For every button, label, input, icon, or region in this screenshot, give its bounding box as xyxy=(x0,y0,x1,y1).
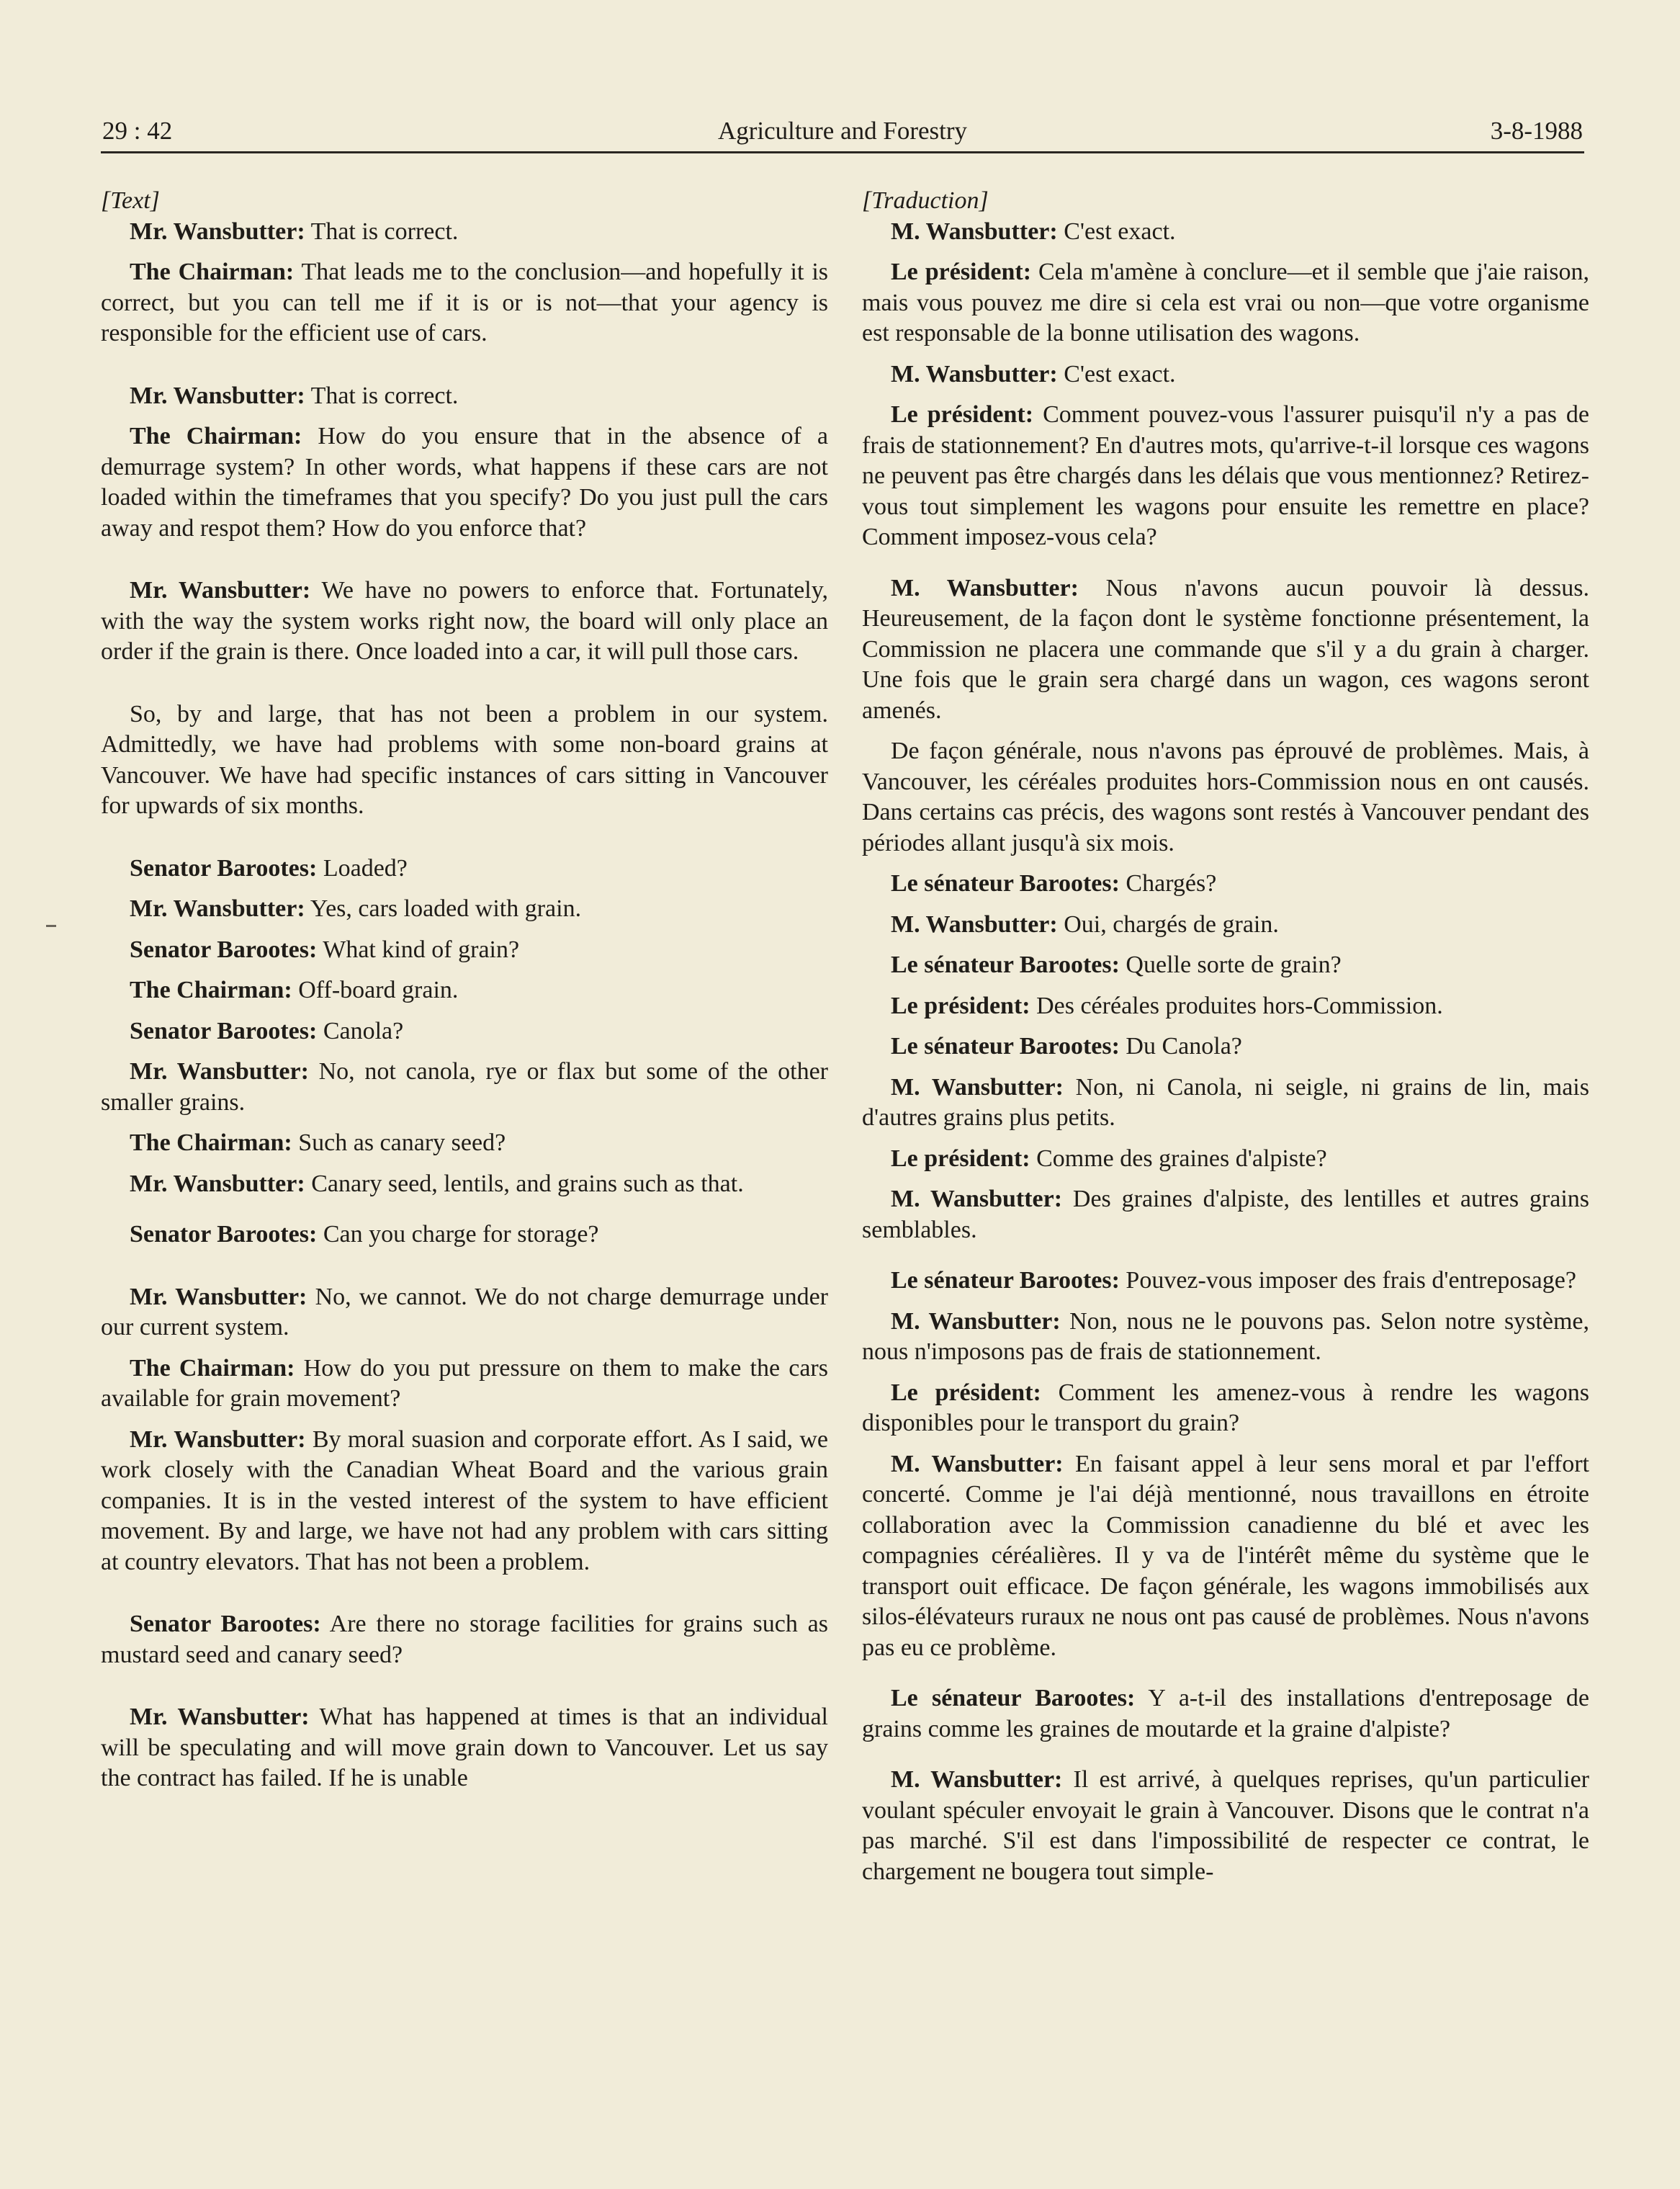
transcript-paragraph xyxy=(862,1073,1589,1134)
speaker-name: Senator Barootes: xyxy=(130,1611,321,1637)
speech-text: Pouvez-vous imposer des frais d'entreposage? xyxy=(1119,1267,1576,1294)
speaker-name: The Chairman: xyxy=(130,1129,292,1156)
running-header xyxy=(101,109,1584,153)
speaker-name: Le président: xyxy=(891,259,1032,285)
transcript-paragraph xyxy=(862,257,1589,349)
transcript-paragraph xyxy=(101,381,828,412)
speech-text: Oui, chargés de grain. xyxy=(1057,910,1279,938)
margin-mark xyxy=(46,925,56,927)
transcript-paragraph xyxy=(862,869,1589,900)
speaker-name: M. Wansbutter: xyxy=(891,574,1079,601)
transcript-paragraph xyxy=(101,1425,828,1578)
speech-text: Chargés? xyxy=(1119,870,1217,897)
speaker-name: Le président: xyxy=(891,401,1034,428)
speaker-name: M. Wansbutter: xyxy=(891,1450,1064,1477)
speaker-name: Mr. Wansbutter: xyxy=(130,1704,310,1730)
page-number: 29 : 42 xyxy=(102,117,173,145)
publication-title: Agriculture and Forestry xyxy=(717,117,968,145)
speech-text: How do you put pressure on them to make the cars available for grain movement? xyxy=(101,1354,828,1412)
transcript-paragraph xyxy=(862,950,1589,981)
speech-text: Non, nous ne le pouvons pas. Selon notre système, nous n'imposons pas de frais de stationnement. xyxy=(862,1307,1589,1365)
speaker-name: Mr. Wansbutter: xyxy=(130,577,311,604)
speaker-name: Le président: xyxy=(891,1379,1041,1406)
speaker-name: M. Wansbutter: xyxy=(891,218,1058,245)
speech-text: Quelle sorte de grain? xyxy=(1119,952,1342,978)
speech-text: Canary seed, lentils, and grains such as that. xyxy=(305,1170,744,1197)
speaker-name: M. Wansbutter: xyxy=(891,1186,1063,1212)
transcript-paragraph xyxy=(862,217,1589,248)
speech-text: Canola? xyxy=(317,1017,404,1044)
transcript-paragraph xyxy=(101,854,828,885)
speaker-name: Le sénateur Barootes: xyxy=(891,952,1120,978)
speaker-name: Le sénateur Barootes: xyxy=(891,1267,1120,1294)
speaker-name: Senator Barootes: xyxy=(130,936,318,963)
speech-text: C'est exact. xyxy=(1057,360,1176,388)
transcript-paragraph xyxy=(101,1016,828,1047)
speaker-name: Le sénateur Barootes: xyxy=(891,870,1120,897)
speech-text: Yes, cars loaded with grain. xyxy=(305,895,582,922)
speech-text: Off-board grain. xyxy=(292,977,459,1003)
speech-text: Du Canola? xyxy=(1119,1033,1242,1060)
speech-text: No, we cannot. We do not charge demurrage under our current system. xyxy=(101,1283,828,1340)
transcript-paragraph xyxy=(862,1031,1589,1062)
speaker-name: M. Wansbutter: xyxy=(891,910,1058,938)
english-column xyxy=(101,186,828,1794)
speaker-name: Mr. Wansbutter: xyxy=(130,382,305,409)
transcript-paragraph xyxy=(101,935,828,966)
speaker-name: Mr. Wansbutter: xyxy=(130,1425,306,1453)
speaker-name: M. Wansbutter: xyxy=(891,1766,1063,1793)
speech-text: Comment pouvez-vous l'assurer puisqu'il n'y a pas de frais de stationnement? En d'autres mots, qu'arrive-t-il lorsque ces wagons ne peuvent pas être chargés dans les délais que vous mentionnez? Retirez-vous tout simplement les wagons pour ensuite les remettre en place? Comment imposez-vous cela? xyxy=(862,401,1589,550)
speaker-name: Mr. Wansbutter: xyxy=(130,1283,307,1310)
speaker-name: Mr. Wansbutter: xyxy=(130,1058,309,1085)
transcript-paragraph xyxy=(101,1057,828,1118)
speech-text: By moral suasion and corporate effort. As I said, we work closely with the Canadian Wheat Board and the various grain companies. It is in the vested interest of the system to have efficient movement. By and large, we have not had any problem with cars sitting at country elevators. That has not been a problem. xyxy=(101,1425,828,1575)
transcript-paragraph xyxy=(862,1307,1589,1368)
speaker-name: The Chairman: xyxy=(130,423,302,449)
transcript-paragraph xyxy=(862,910,1589,941)
speech-text: Il est arrivé, à quelques reprises, qu'un particulier voulant spéculer envoyait le grain à Vancouver. Disons que le contrat n'a pas marché. S'il est dans l'impossibilité de respecter ce contrat, le chargement ne bougera tout simple- xyxy=(862,1766,1589,1885)
speech-text: That is correct. xyxy=(305,218,459,245)
transcript-paragraph xyxy=(101,699,828,822)
speech-text: De façon générale, nous n'avons pas éprouvé de problèmes. Mais, à Vancouver, les céréales produites hors-Commission nous en ont causés. Dans certains cas précis, des wagons sont restés à Vancouver pendant des périodes allant jusqu'à six mois. xyxy=(862,738,1589,856)
header-date: 3-8-1988 xyxy=(1490,117,1583,145)
speaker-name: Mr. Wansbutter: xyxy=(130,1170,305,1197)
speech-text: How do you ensure that in the absence of a demurrage system? In other words, what happens if these cars are not loaded within the timeframes that you specify? Do you just pull the cars away and respot them? How do you enforce that? xyxy=(101,423,828,542)
speaker-name: The Chairman: xyxy=(130,977,292,1003)
transcript-paragraph xyxy=(862,991,1589,1022)
speech-text: Comment les amenez-vous à rendre les wagons disponibles pour le transport du grain? xyxy=(862,1379,1589,1436)
speaker-name: Le président: xyxy=(891,1145,1030,1172)
speaker-name: Mr. Wansbutter: xyxy=(130,895,305,922)
speech-text: Nous n'avons aucun pouvoir là dessus. Heureusement, de la façon dont le système fonctionne présentement, la Commission ne placera une commande que s'il y a du grain à charger. Une fois que le grain sera chargé dans un wagon, ces wagons seront amenés. xyxy=(862,574,1589,724)
speaker-name: M. Wansbutter: xyxy=(891,1307,1061,1335)
speech-text: En faisant appel à leur sens moral et par l'effort concerté. Comme je l'ai déjà mentionné, nous travaillons en étroite collaboration avec la Commission canadienne du blé et avec les compagnies céréalières. Il y va de l'intérêt même du système que le transport ouit efficace. De façon générale, les wagons immobilisés aux silos-élévateurs ruraux ne nous ont pas causé de problèmes. Nous n'avons pas eu ce problème. xyxy=(862,1450,1589,1661)
transcript-paragraph xyxy=(101,1353,828,1415)
transcript-paragraph xyxy=(101,257,828,349)
speaker-name: The Chairman: xyxy=(130,259,295,285)
speech-text: That is correct. xyxy=(305,382,459,409)
transcript-paragraph xyxy=(101,217,828,248)
speaker-name: Le président: xyxy=(891,992,1030,1019)
speaker-name: Le sénateur Barootes: xyxy=(891,1685,1136,1711)
transcript-paragraph xyxy=(101,1128,828,1159)
transcript-paragraph xyxy=(101,576,828,668)
speech-text: That leads me to the conclusion—and hopefully it is correct, but you can tell me if it is or is not—that your agency is responsible for the efficient use of cars. xyxy=(101,259,829,346)
speech-text: Such as canary seed? xyxy=(292,1129,506,1156)
transcript-paragraph xyxy=(862,1378,1589,1439)
speech-text: What kind of grain? xyxy=(317,936,520,963)
transcript-paragraph xyxy=(862,1765,1589,1887)
speech-text: Can you charge for storage? xyxy=(317,1221,599,1248)
transcript-paragraph xyxy=(101,1702,828,1794)
column-marker: [Text] xyxy=(101,187,160,214)
speaker-name: Senator Barootes: xyxy=(130,1221,318,1248)
transcript-paragraph xyxy=(862,1449,1589,1664)
speaker-name: M. Wansbutter: xyxy=(891,1073,1064,1101)
speech-text: No, not canola, rye or flax but some of the other smaller grains. xyxy=(101,1058,829,1116)
speech-text: Des céréales produites hors-Commission. xyxy=(1030,992,1443,1019)
transcript-paragraph xyxy=(862,1266,1589,1297)
transcript-paragraph xyxy=(862,1184,1589,1245)
speaker-name: Mr. Wansbutter: xyxy=(130,218,305,245)
transcript-paragraph xyxy=(862,1144,1589,1175)
transcript-paragraph xyxy=(101,1169,828,1200)
speaker-name: Le sénateur Barootes: xyxy=(891,1033,1120,1060)
speech-text: Cela m'amène à conclure—et il semble que j'aie raison, mais vous pouvez me dire si cela est vrai ou non—que votre organisme est responsable de la bonne utilisation des wagons. xyxy=(862,259,1589,346)
speech-text: Comme des graines d'alpiste? xyxy=(1030,1145,1327,1172)
transcript-paragraph xyxy=(101,1219,828,1250)
speaker-name: Senator Barootes: xyxy=(130,1017,318,1044)
transcript-paragraph xyxy=(101,1609,828,1670)
speech-text: We have no powers to enforce that. Fortunately, with the way the system works right now, the board will only place an order if the grain is there. Once loaded into a car, it will pull those cars. xyxy=(101,577,828,665)
speech-text: So, by and large, that has not been a problem in our system. Admittedly, we have had problems with some non-board grains at Vancouver. We have had specific instances of cars sitting in Vancouver for upwards of six months. xyxy=(101,700,828,819)
speech-text: Y a-t-il des installations d'entreposage de grains comme les graines de moutarde et la graine d'alpiste? xyxy=(862,1685,1589,1742)
speech-text: What has happened at times is that an individual will be speculating and will move grain down to Vancouver. Let us say the contract has failed. If he is unable xyxy=(101,1704,828,1791)
speaker-name: Senator Barootes: xyxy=(130,854,318,882)
transcript-paragraph xyxy=(862,1683,1589,1745)
speech-text: C'est exact. xyxy=(1057,218,1176,245)
transcript-paragraph xyxy=(101,894,828,925)
transcript-paragraph xyxy=(862,573,1589,727)
transcript-paragraph xyxy=(862,400,1589,553)
speaker-name: M. Wansbutter: xyxy=(891,360,1058,388)
speech-text: Non, ni Canola, ni seigle, ni grains de lin, mais d'autres grains plus petits. xyxy=(862,1073,1589,1131)
french-column xyxy=(862,186,1589,1887)
speech-text: Are there no storage facilities for grains such as mustard seed and canary seed? xyxy=(101,1611,828,1668)
speaker-name: The Chairman: xyxy=(130,1354,295,1382)
transcript-paragraph xyxy=(862,359,1589,390)
speech-text: Loaded? xyxy=(317,854,408,882)
speech-text: Des graines d'alpiste, des lentilles et autres grains semblables. xyxy=(862,1186,1589,1243)
transcript-paragraph xyxy=(101,421,828,544)
transcript-paragraph xyxy=(101,975,828,1006)
transcript-paragraph xyxy=(101,1282,828,1343)
transcript-paragraph xyxy=(862,736,1589,859)
column-marker: [Traduction] xyxy=(862,187,989,214)
